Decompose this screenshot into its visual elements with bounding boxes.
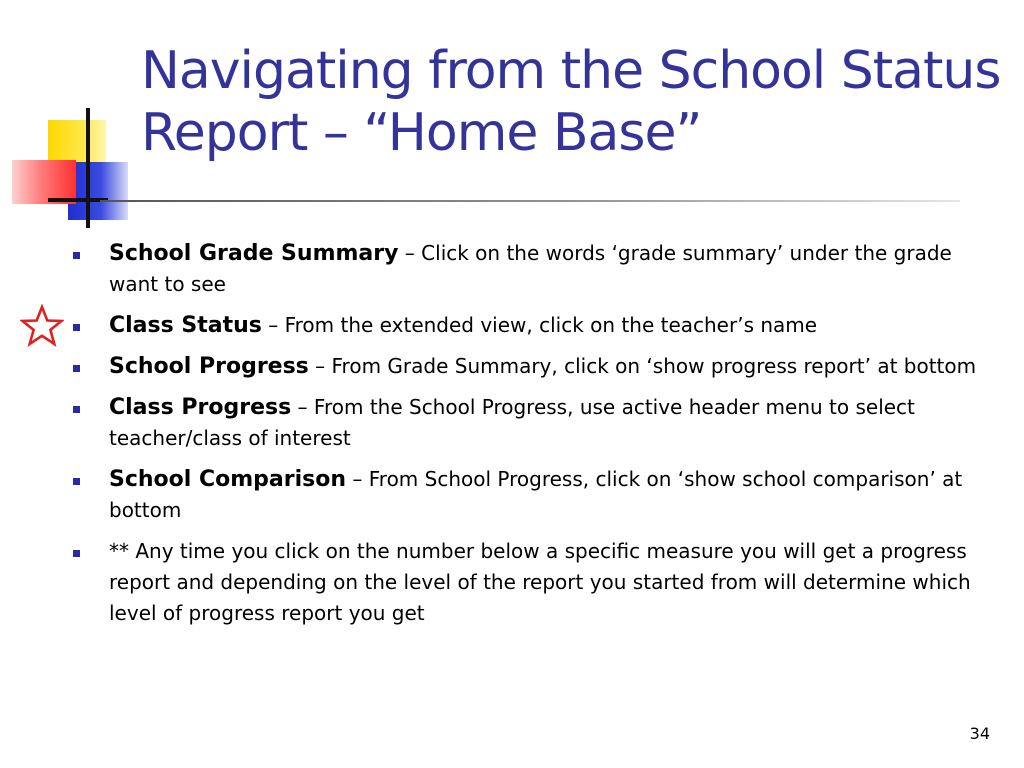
bullet-text: From School Progress, click on ‘show school comparison’ at bottom [109, 467, 963, 522]
bullet-item [70, 238, 1000, 300]
title-underline [100, 200, 960, 202]
bullet-text: From the School Progress, use active header menu to select teacher/class of interest [109, 395, 915, 450]
horizontal-line-decoration [48, 198, 108, 202]
page-number: 34 [969, 724, 990, 743]
bullet-list [70, 238, 1000, 639]
bullet-heading: Class Status [109, 313, 262, 338]
bullet-item [70, 392, 1000, 454]
bullet-text: ** Any time you click on the number below a specific measure you will get a progress report and depending on the level of the report you started from will determine which level of progress report you get [109, 539, 971, 625]
bullet-marker-icon [73, 252, 80, 259]
bullet-heading: Class Progress [109, 395, 292, 420]
bullet-dash: – [346, 467, 369, 491]
bullet-dash: – [291, 395, 314, 419]
bullet-dash: – [308, 354, 332, 378]
bullet-item [70, 464, 1000, 526]
bullet-text: From the extended view, click on the teacher’s name [284, 313, 818, 337]
bullet-item [70, 310, 1000, 341]
bullet-text: Click on the words ‘grade summary’ under the grade want to see [109, 241, 952, 296]
star-outline-icon [20, 304, 64, 348]
bullet-marker-icon [73, 478, 80, 485]
vertical-line-decoration [86, 108, 90, 228]
bullet-item [70, 351, 1000, 382]
bullet-marker-icon [73, 406, 80, 413]
slide-title: Navigating from the School Status Report – “Home Base” [141, 41, 1001, 163]
bullet-dash: – [261, 313, 285, 337]
blue-square-decoration [68, 162, 128, 220]
bullet-marker-icon [73, 324, 80, 331]
bullet-marker-icon [73, 550, 80, 557]
bullet-text: From Grade Summary, click on ‘show progress report’ at bottom [331, 354, 977, 378]
bullet-marker-icon [73, 365, 80, 372]
bullet-dash: – [398, 241, 422, 265]
bullet-heading: School Progress [109, 354, 309, 379]
bullet-item [70, 536, 1000, 629]
bullet-heading: School Comparison [109, 467, 347, 492]
bullet-heading: School Grade Summary [109, 241, 399, 266]
